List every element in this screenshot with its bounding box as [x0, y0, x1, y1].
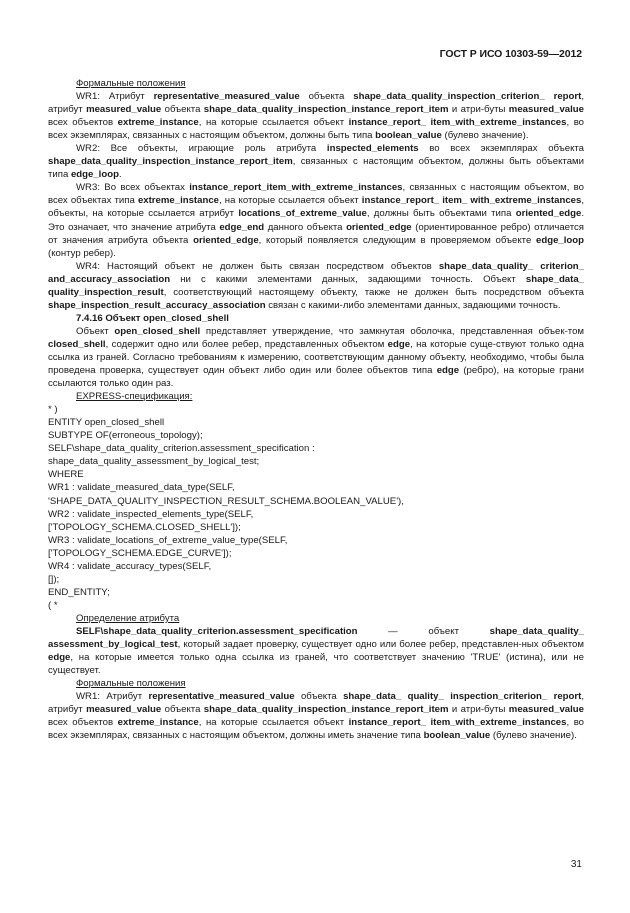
paragraph-wr2 [48, 142, 584, 181]
bold-term: extreme_instance [117, 717, 199, 729]
bold-term: instance_report_item_with_extreme_instances [189, 182, 403, 194]
text-run: , который появляется следующим в проверяемом объекте [258, 234, 537, 246]
code-line: 'SHAPE_DATA_QUALITY_INSPECTION_RESULT_SCHEMA.BOOLEAN_VALUE'), [48, 495, 404, 507]
code-line: ( * [48, 599, 58, 611]
document-header: ГОСТ Р ИСО 10303-59—2012 [439, 48, 582, 60]
text-run: WR1: Атрибут [76, 91, 154, 103]
text-run: , объекты, на которые ссылается атрибут [48, 195, 584, 220]
bold-term: instance_report_ item_ with_extreme_instances [361, 195, 582, 207]
bold-term: edge [436, 365, 460, 377]
text-run: WR2: Все объекты, играющие роль атрибута [76, 143, 327, 155]
bold-term: extreme_instance [117, 117, 199, 129]
text-run: (булево значение). [441, 130, 529, 142]
text-run: , во всех экземплярах, связанных с настоящим объектом, должны быть типа [48, 117, 585, 142]
text-run: , должны быть объектами типа [366, 208, 516, 220]
code-line: ENTITY open_closed_shell [48, 417, 165, 429]
bold-term: shape_data_quality_ assessment_by_logical_test [48, 625, 584, 651]
bold-term: shape_data_quality_inspection_criterion_ report [353, 91, 582, 103]
code-line: WR2 : validate_inspected_elements_type(SELF, [48, 508, 254, 520]
code-line: []); [48, 573, 60, 585]
bold-term: measured_value [86, 704, 162, 716]
text-run: ни с какими элементами данных, задающими точность. Объект [170, 273, 526, 285]
bold-term: extreme_instance [137, 195, 219, 207]
bold-term: closed_shell [48, 338, 106, 350]
text-run: (контур ребер). [48, 247, 116, 259]
document-body [48, 77, 584, 742]
text-run: , связанных с настоящим объектом, во всех объектах типа [48, 182, 584, 207]
bold-term: measured_value [508, 704, 584, 716]
text-run: данного объекта [264, 221, 347, 233]
bold-term: inspected_elements [326, 143, 419, 155]
section-label-formal-provisions-2: Формальные положения [76, 678, 186, 690]
text-run: WR4: Настоящий объект не должен быть связан посредством объектов [76, 260, 439, 272]
paragraph-entity-description [48, 325, 584, 390]
text-run: Объект [76, 325, 115, 337]
bold-term: instance_report_ item_with_extreme_instances [348, 717, 567, 729]
code-line: SELF\shape_data_quality_criterion.assessment_specification : [48, 443, 315, 455]
text-run: и атри-буты [448, 704, 509, 716]
code-line: WR3 : validate_locations_of_extreme_value_type(SELF, [48, 534, 288, 546]
text-run: , атрибут [48, 91, 584, 116]
section-label-attribute-definition: Определение атрибута [76, 612, 180, 624]
section-label-formal-provisions: Формальные положения [76, 78, 186, 89]
bold-term: measured_value [508, 104, 584, 116]
paragraph-wr3 [48, 181, 584, 259]
paragraph-wr4 [48, 260, 584, 312]
paragraph-wr1 [48, 90, 584, 142]
text-run: , атрибут [48, 691, 584, 716]
text-run: , на которые суще-ствуют только одна ссылка из граней. Согласно требованиям к измерению, соответствующим данному объекту, необходимо, чтобы была проведена проверка, существует один объект либо один или более объектов типа [48, 338, 584, 377]
bold-term: boolean_value [375, 130, 442, 142]
code-line: ['TOPOLOGY_SCHEMA.EDGE_CURVE']); [48, 547, 232, 559]
code-line: WR4 : validate_accuracy_types(SELF, [48, 560, 212, 572]
text-run: объекта [161, 104, 204, 116]
code-line: * ) [48, 404, 58, 416]
text-run: WR3: Во всех объектах [76, 182, 190, 194]
text-run: объекта [294, 691, 344, 703]
bold-term: oriented_edge [193, 234, 259, 246]
bold-term: shape_data_quality_inspection_instance_report_item [203, 104, 449, 116]
text-run: (ориентированное ребро) отличается от значения атрибута объекта [48, 221, 584, 246]
code-line: ['TOPOLOGY_SCHEMA.CLOSED_SHELL']); [48, 521, 241, 533]
bold-term: boolean_value [423, 730, 491, 742]
bold-term: shape_data_ quality_ inspection_criterion_ report [343, 691, 582, 703]
text-run: , содержит одно или более ребер, представленных объектом [105, 338, 388, 350]
text-run: представляет утверждение, что замкнутая оболочка, представленная объек-том [200, 325, 584, 337]
bold-term: edge [387, 338, 411, 350]
text-run: , во всех экземплярах, связанных с настоящим объектом, должны иметь значение типа [48, 717, 585, 742]
code-line: WHERE [48, 469, 84, 481]
page-number: 31 [570, 859, 582, 870]
bold-term: locations_of_extreme_value [238, 208, 367, 220]
text-run: во всех экземплярах объекта [418, 143, 584, 155]
bold-term: measured_value [86, 104, 162, 116]
paragraph-wr1-second [48, 690, 584, 742]
text-run: , соответствующий настоящему объекту, также не должен быть посредством объекта [163, 286, 584, 298]
bold-term: oriented_edge [515, 208, 582, 220]
code-line: shape_data_quality_assessment_by_logical_test; [48, 456, 260, 468]
paragraph-attribute-definition [48, 625, 584, 677]
text-run: . Это означает, что значение атрибута [48, 208, 585, 233]
text-run: связан с какими-либо элементами данных, задающими точность. [265, 299, 561, 311]
text-run: , который задает проверку, существует одно или более ребер, представлен-ных объектом [177, 639, 584, 651]
bold-term: oriented_edge [346, 221, 412, 233]
code-line: SUBTYPE OF(erroneous_topology); [48, 430, 203, 442]
text-run: , на которые ссылается объект [219, 195, 362, 207]
text-run: , на которые ссылается объект [198, 117, 349, 129]
text-run: , на которые имеется только одна ссылка из граней, что соответствует значению 'TRUE' (истина), или не существует. [48, 652, 584, 677]
express-code-block [48, 403, 584, 612]
text-run: (ребро), на которые грани ссылаются только один раз. [48, 365, 584, 390]
bold-term: edge_loop [70, 169, 119, 181]
bold-term: open_closed_shell [114, 325, 201, 337]
text-run: WR1: Атрибут [76, 691, 149, 703]
code-line: END_ENTITY; [48, 586, 110, 598]
text-run: . [118, 169, 122, 181]
bold-term: instance_report_ item_with_extreme_instances [348, 117, 567, 129]
bold-term: shape_data_quality_inspection_instance_report_item [203, 704, 449, 716]
bold-term: shape_inspection_result_accuracy_association [48, 299, 266, 311]
bold-term: shape_data_quality_inspection_instance_report_item [48, 156, 293, 168]
text-run: всех объектов [48, 117, 118, 129]
text-run: всех объектов [48, 717, 118, 729]
bold-term: edge [48, 652, 71, 664]
text-run: объекта [161, 704, 204, 716]
text-run: , связанных с настоящим объектом, должны быть объектами типа [48, 156, 584, 181]
bold-term: representative_measured_value [148, 691, 295, 703]
bold-term: SELF\shape_data_quality_criterion.assessment_specification [76, 625, 358, 637]
bold-term: edge_loop [536, 234, 584, 246]
bold-term: shape_data_quality_ criterion_ and_accuracy_association [48, 260, 584, 285]
section-label-express: EXPRESS-спецификация: [76, 391, 193, 403]
section-heading: 7.4.16 Объект open_closed_shell [76, 312, 229, 324]
bold-term: shape_data_ quality_inspection_result [48, 273, 584, 298]
text-run: — объект [357, 625, 490, 637]
text-run: (булево значение). [490, 730, 577, 742]
bold-term: representative_measured_value [153, 91, 300, 103]
text-run: и атри-буты [448, 104, 509, 116]
bold-term: edge_end [219, 221, 265, 233]
text-run: , на которые ссылается объект [198, 717, 349, 729]
code-line: WR1 : validate_measured_data_type(SELF, [48, 482, 235, 494]
text-run: объекта [299, 91, 354, 103]
